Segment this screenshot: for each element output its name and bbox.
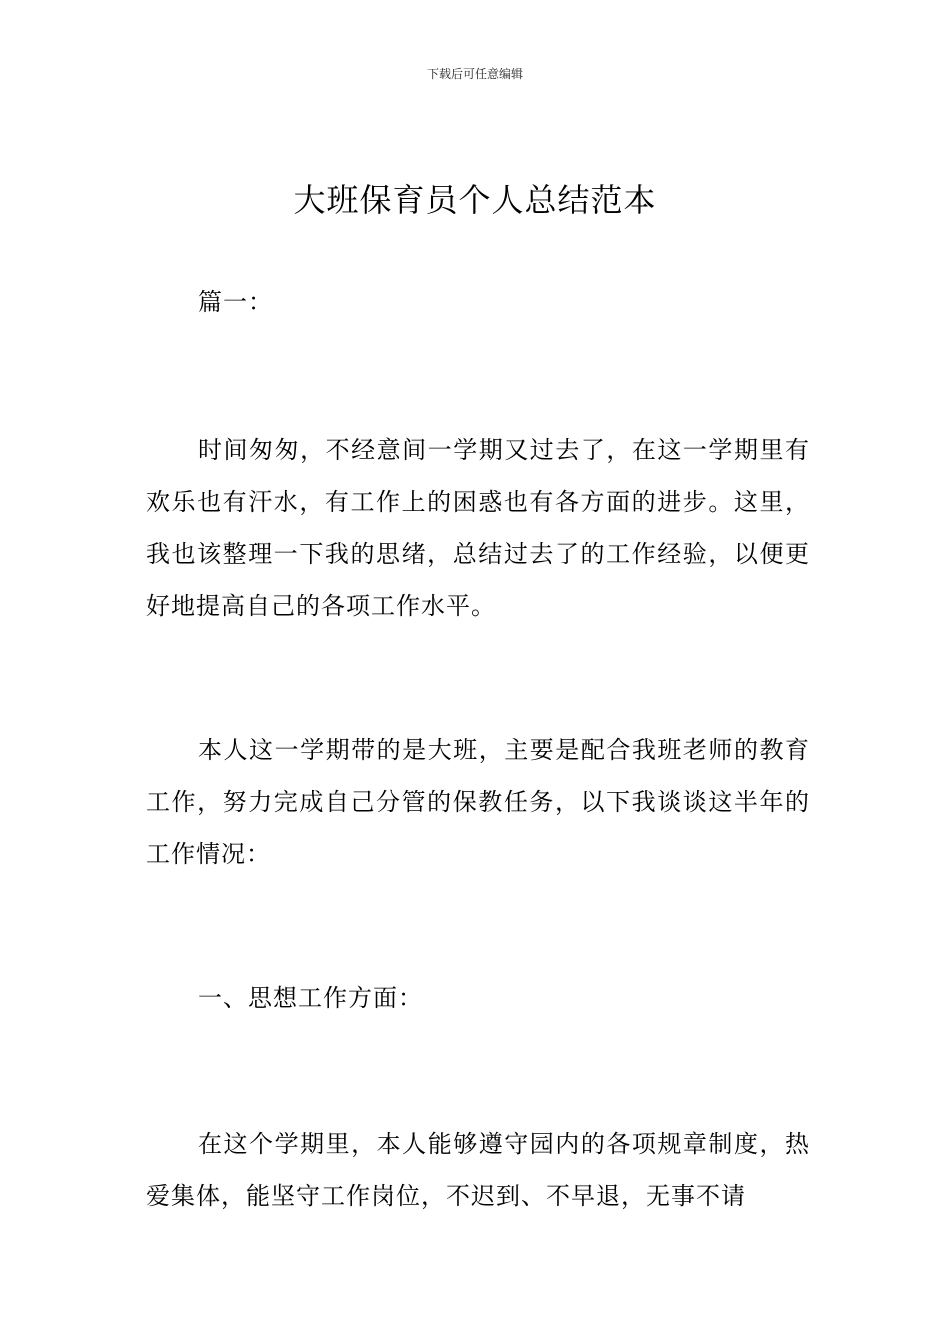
paragraph-class-role: 本人这一学期带的是大班，主要是配合我班老师的教育工作，努力完成自己分管的保教任务，以下我谈谈这半年的工作情况：	[146, 736, 810, 868]
section-heading-thought-work: 一、思想工作方面：	[198, 984, 423, 1012]
paragraph-thought-work: 在这个学期里，本人能够遵守园内的各项规章制度，热爱集体，能坚守工作岗位，不迟到、不早退，无事不请	[146, 1130, 810, 1210]
section-label: 篇一：	[198, 288, 273, 316]
paragraph-intro: 时间匆匆，不经意间一学期又过去了，在这一学期里有欢乐也有汗水，有工作上的困惑也有各方面的进步。这里，我也该整理一下我的思绪，总结过去了的工作经验，以便更好地提高自己的各项工作水平。	[146, 436, 810, 620]
document-title: 大班保育员个人总结范本	[293, 181, 657, 219]
header-note: 下载后可任意编辑	[426, 67, 523, 81]
